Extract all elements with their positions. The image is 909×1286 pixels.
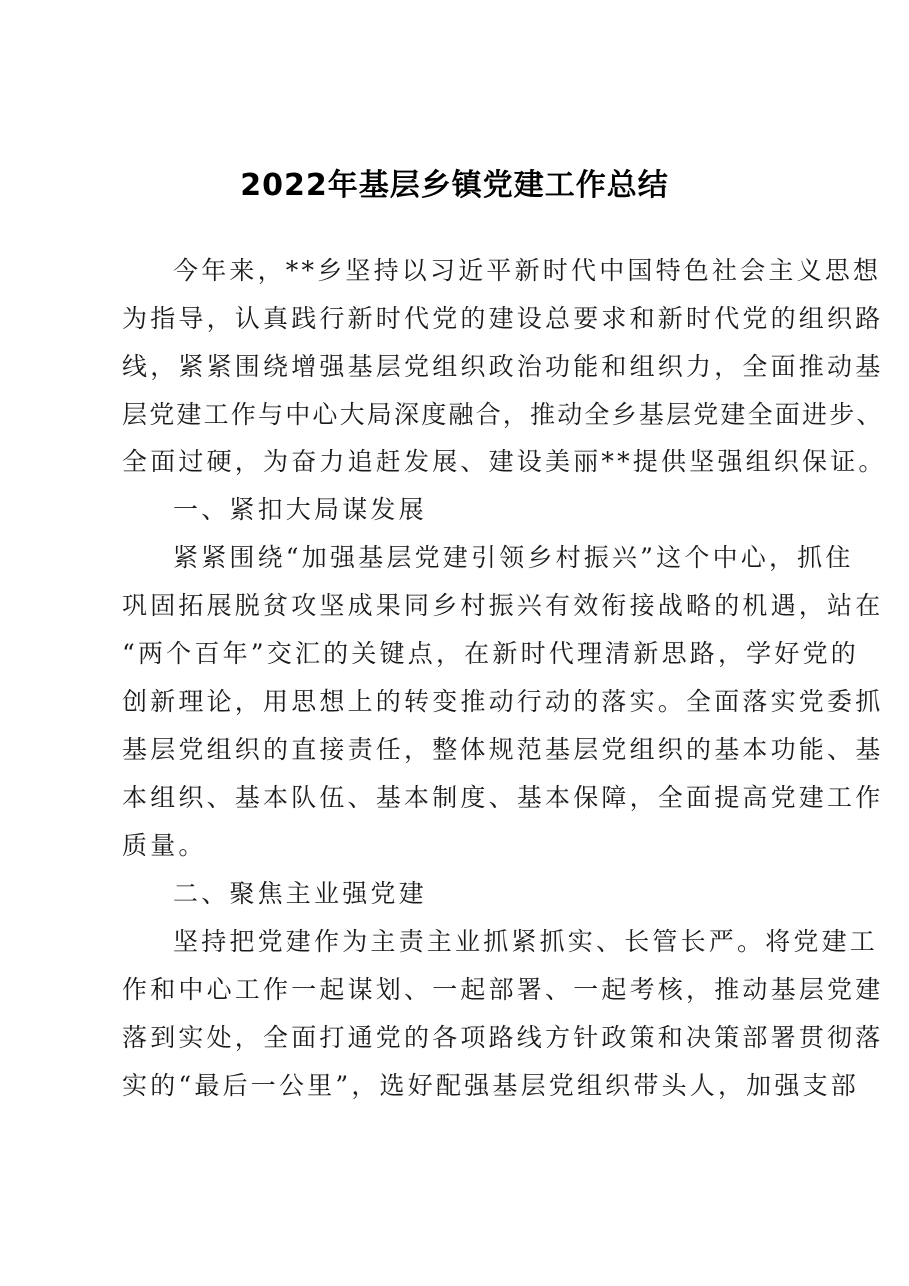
- paragraph-line: 落到实处，全面打通党的各项路线方针政策和决策部署贯彻落: [122, 1023, 884, 1052]
- paragraph-line: 全面过硬，为奋力追赶发展、建设美丽**提供坚强组织保证。: [122, 447, 887, 476]
- paragraph-line: 层党建工作与中心大局深度融合，推动全乡基层党建全面进步、: [122, 400, 884, 429]
- paragraph-line: 质量。: [122, 831, 207, 860]
- paragraph-line: 创新理论，用思想上的转变推动行动的落实。全面落实党委抓: [122, 687, 884, 716]
- paragraph-line: “两个百年”交汇的关键点，在新时代理清新思路，学好党的: [122, 639, 859, 668]
- paragraph-line: 今年来，**乡坚持以习近平新时代中国特色社会主义思想: [173, 256, 882, 285]
- section-heading: 二、聚焦主业强党建: [173, 879, 427, 908]
- paragraph-line: 坚持把党建作为主责主业抓紧抓实、长管长严。将党建工: [173, 927, 879, 956]
- paragraph-line: 紧紧围绕“加强基层党建引领乡村振兴”这个中心，抓住: [173, 543, 854, 572]
- paragraph-line: 作和中心工作一起谋划、一起部署、一起考核，推动基层党建: [122, 975, 884, 1004]
- paragraph-line: 巩固拓展脱贫攻坚成果同乡村振兴有效衔接战略的机遇，站在: [122, 591, 884, 620]
- paragraph-line: 线，紧紧围绕增强基层党组织政治功能和组织力，全面推动基: [122, 352, 884, 381]
- paragraph-line: 基层党组织的直接责任，整体规范基层党组织的基本功能、基: [122, 735, 884, 764]
- paragraph-line: 本组织、基本队伍、基本制度、基本保障，全面提高党建工作: [122, 783, 884, 812]
- document-title: 2022年基层乡镇党建工作总结: [240, 168, 669, 203]
- section-heading: 一、紧扣大局谋发展: [173, 495, 427, 524]
- paragraph-line: 实的“最后一公里”，选好配强基层党组织带头人，加强支部: [122, 1071, 859, 1100]
- paragraph-line: 为指导，认真践行新时代党的建设总要求和新时代党的组织路: [122, 304, 884, 333]
